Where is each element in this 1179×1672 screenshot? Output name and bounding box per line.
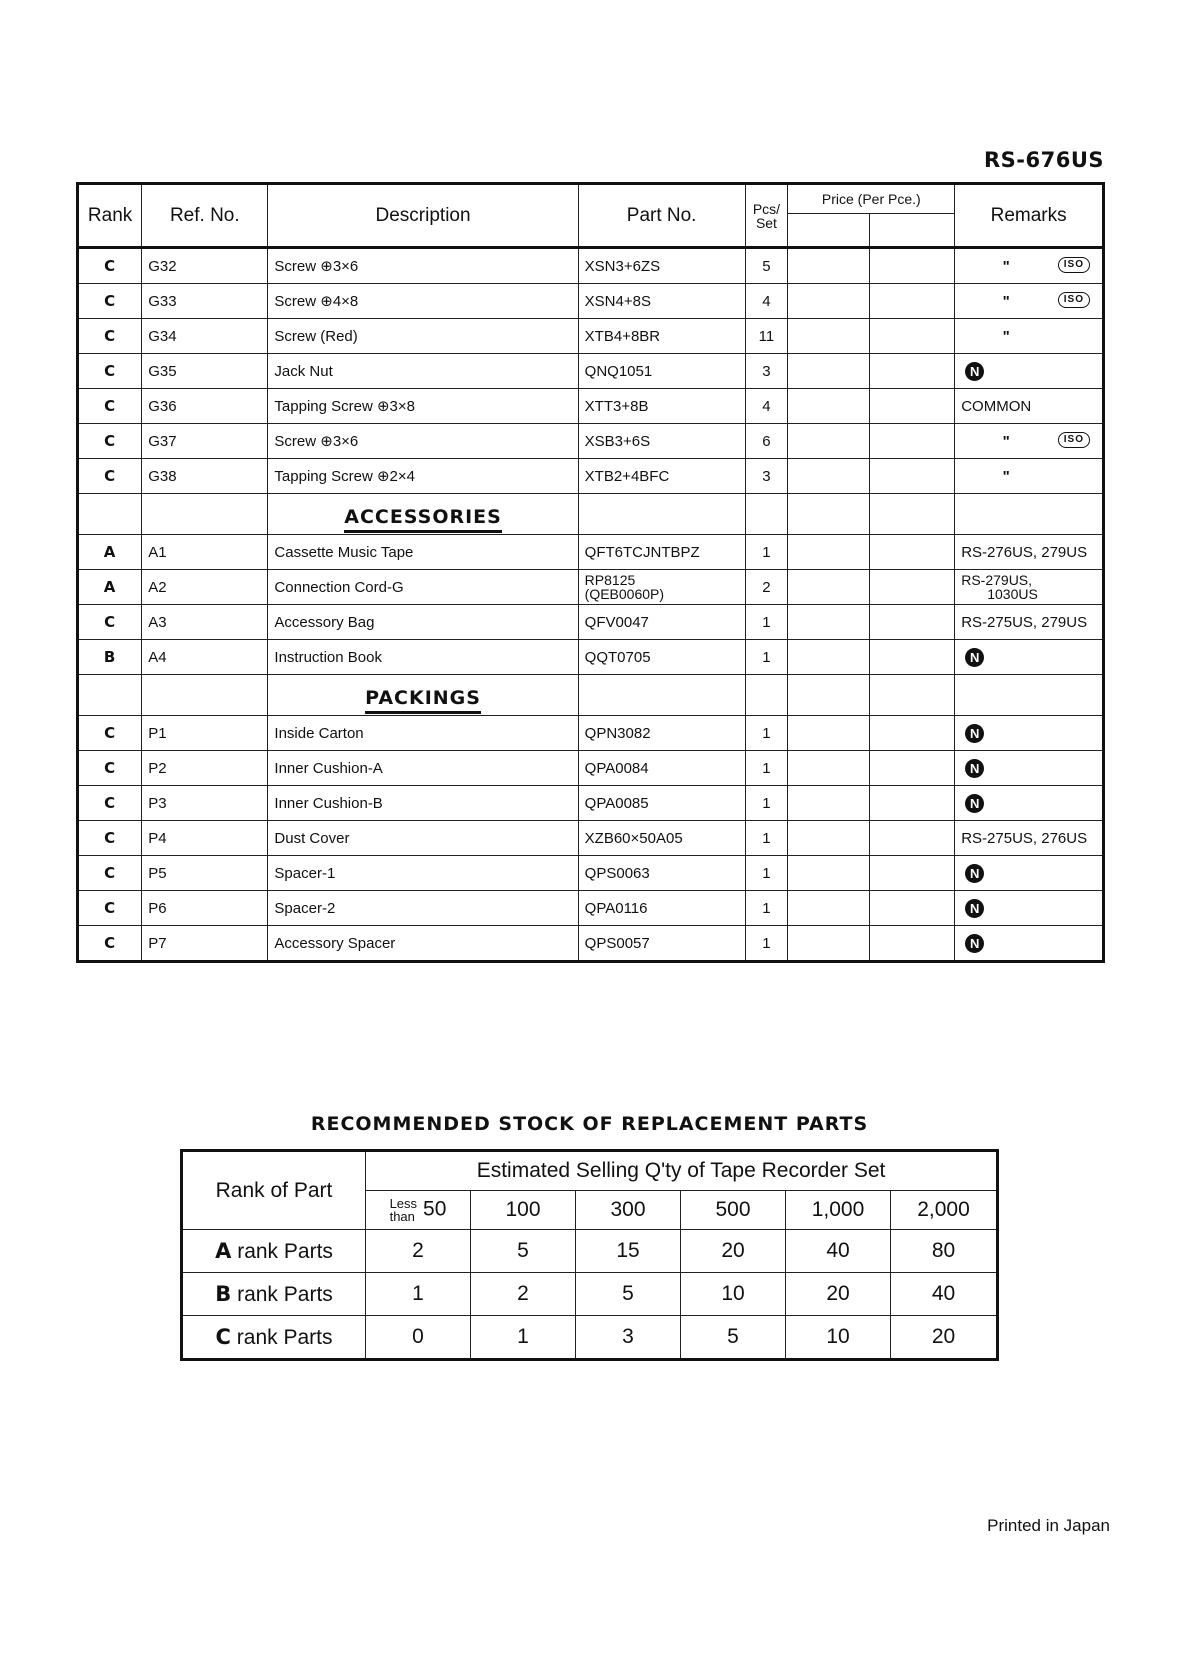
table-row (78, 926, 1104, 962)
qty-cell: 1 (745, 751, 788, 786)
stock-value-cell: 5 (576, 1273, 681, 1316)
part-no-cell: QPS0063 (578, 856, 745, 891)
model-number: RS-676US (983, 148, 1104, 172)
price-cell-2 (869, 605, 955, 640)
ref-no-cell: A3 (142, 605, 268, 640)
new-part-icon: N (965, 864, 984, 883)
stock-value-cell: 1 (366, 1273, 471, 1316)
stock-value-cell: 15 (576, 1230, 681, 1273)
price-cell-2 (869, 856, 955, 891)
price-cell-1 (788, 424, 869, 459)
new-part-icon: N (965, 899, 984, 918)
table-row (78, 284, 1104, 319)
remarks-cell (955, 856, 1104, 891)
stock-rank-letter: A (215, 1238, 232, 1263)
price-cell-2 (869, 821, 955, 856)
stock-rank-letter: C (215, 1324, 231, 1349)
table-row (78, 535, 1104, 570)
part-no-cell: XTB2+4BFC (578, 459, 745, 494)
rank-cell: B (78, 640, 142, 675)
qty-cell: 4 (745, 284, 788, 319)
empty-cell (745, 494, 788, 535)
remarks-cell (955, 319, 1104, 354)
stock-value-cell: 0 (366, 1316, 471, 1360)
new-part-icon: N (965, 794, 984, 813)
empty-cell (578, 675, 745, 716)
table-row (78, 389, 1104, 424)
ref-no-cell: G37 (142, 424, 268, 459)
stock-row (182, 1316, 998, 1360)
rank-cell: C (78, 856, 142, 891)
ditto-mark: " (1002, 257, 1010, 275)
remarks-cell (955, 459, 1104, 494)
stock-col-header (786, 1191, 891, 1230)
ref-no-cell: P4 (142, 821, 268, 856)
rank-cell: C (78, 248, 142, 284)
qty-cell: 1 (745, 821, 788, 856)
table-row (78, 640, 1104, 675)
table-row (78, 605, 1104, 640)
part-no-cell: QFT6TCJNTBPZ (578, 535, 745, 570)
price-cell-1 (788, 605, 869, 640)
header-rank: Rank (78, 184, 142, 248)
stock-value-cell: 80 (891, 1230, 998, 1273)
part-no-cell: QPA0084 (578, 751, 745, 786)
remarks-cell (955, 284, 1104, 319)
new-part-icon: N (965, 934, 984, 953)
stock-col-header (471, 1191, 576, 1230)
stock-table (180, 1149, 999, 1361)
rank-cell: C (78, 354, 142, 389)
ref-no-cell: A2 (142, 570, 268, 605)
remarks-cell (955, 354, 1104, 389)
qty-cell: 1 (745, 856, 788, 891)
price-cell-1 (788, 856, 869, 891)
qty-cell: 1 (745, 716, 788, 751)
stock-rank-cell (182, 1230, 366, 1273)
stock-value-cell: 3 (576, 1316, 681, 1360)
table-row (78, 856, 1104, 891)
stock-col-value: 2,000 (917, 1198, 970, 1221)
part-no-cell: QPS0057 (578, 926, 745, 962)
packings-heading: PACKINGS (365, 687, 481, 714)
stock-row (182, 1273, 998, 1316)
part-no-cell (578, 570, 745, 605)
description-cell: Spacer-1 (268, 856, 578, 891)
part-no-cell: XZB60×50A05 (578, 821, 745, 856)
price-cell-1 (788, 640, 869, 675)
qty-cell: 1 (745, 605, 788, 640)
stock-value-cell: 2 (366, 1230, 471, 1273)
price-cell-2 (869, 716, 955, 751)
price-cell-2 (869, 389, 955, 424)
packings-row (78, 675, 1104, 716)
empty-cell (869, 675, 955, 716)
stock-title: RECOMMENDED STOCK OF REPLACEMENT PARTS (310, 1113, 869, 1135)
description-cell: Cassette Music Tape (268, 535, 578, 570)
iso-badge: ISO (1058, 432, 1090, 448)
part-no-cell: XSB3+6S (578, 424, 745, 459)
qty-cell: 3 (745, 459, 788, 494)
new-part-icon: N (965, 362, 984, 381)
qty-cell: 1 (745, 926, 788, 962)
remarks-cell (955, 891, 1104, 926)
remarks-cell (955, 605, 1104, 640)
stock-row (182, 1230, 998, 1273)
qty-cell: 4 (745, 389, 788, 424)
part-no-line-2: (QEB0060P) (584, 586, 665, 602)
rank-cell: C (78, 284, 142, 319)
table-row (78, 570, 1104, 605)
header-pcs: Pcs/ (752, 200, 781, 217)
printed-in-japan: Printed in Japan (987, 1516, 1110, 1535)
stock-col-value: 500 (715, 1198, 751, 1221)
rank-cell: C (78, 926, 142, 962)
ditto-mark: " (1002, 292, 1010, 310)
header-set: Set (755, 214, 777, 231)
table-row (78, 354, 1104, 389)
empty-cell (955, 675, 1104, 716)
ref-no-cell: P5 (142, 856, 268, 891)
table-row (78, 459, 1104, 494)
price-cell-1 (788, 751, 869, 786)
remarks-cell (955, 535, 1104, 570)
stock-col-header (366, 1191, 471, 1230)
qty-cell: 2 (745, 570, 788, 605)
header-part-no: Part No. (578, 184, 745, 248)
description-cell: Inside Carton (268, 716, 578, 751)
remarks-cell (955, 424, 1104, 459)
header-remarks: Remarks (955, 184, 1104, 248)
less-than-line-2: than (389, 1209, 415, 1224)
table-row (78, 786, 1104, 821)
new-part-icon: N (965, 724, 984, 743)
ref-no-cell: A1 (142, 535, 268, 570)
table-row (78, 319, 1104, 354)
stock-value-cell: 10 (786, 1316, 891, 1360)
price-cell-1 (788, 891, 869, 926)
ref-no-cell: G34 (142, 319, 268, 354)
part-no-cell: QFV0047 (578, 605, 745, 640)
stock-value-cell: 10 (681, 1273, 786, 1316)
remarks-cell (955, 786, 1104, 821)
empty-cell (78, 675, 142, 716)
price-cell-2 (869, 424, 955, 459)
price-cell-2 (869, 751, 955, 786)
stock-value-cell: 20 (681, 1230, 786, 1273)
qty-cell: 1 (745, 891, 788, 926)
header-price-sub-1 (788, 214, 869, 248)
part-no-cell: QPN3082 (578, 716, 745, 751)
table-row (78, 248, 1104, 284)
stock-col-value: 300 (610, 1198, 646, 1221)
ref-no-cell: P2 (142, 751, 268, 786)
less-than-label (390, 1197, 417, 1223)
stock-rank-label: rank Parts (236, 1325, 333, 1349)
part-no-cell: XTT3+8B (578, 389, 745, 424)
stock-value-cell: 40 (891, 1273, 998, 1316)
remarks-cell (955, 248, 1104, 284)
stock-rank-cell (182, 1316, 366, 1360)
remark-text: COMMON (961, 397, 1032, 415)
ref-no-cell: P7 (142, 926, 268, 962)
description-cell: Inner Cushion-A (268, 751, 578, 786)
price-cell-2 (869, 786, 955, 821)
remark-text: RS-275US, 279US (961, 613, 1088, 631)
price-cell-1 (788, 716, 869, 751)
stock-rank-letter: B (215, 1281, 232, 1306)
rank-cell: C (78, 459, 142, 494)
empty-cell (788, 494, 869, 535)
ref-no-cell: G32 (142, 248, 268, 284)
remark-line-1: RS-279US, (961, 572, 1033, 588)
ditto-mark: " (1002, 432, 1010, 450)
header-price-sub-2 (869, 214, 955, 248)
part-no-cell: QQT0705 (578, 640, 745, 675)
stock-value-cell: 1 (471, 1316, 576, 1360)
parts-body (78, 248, 1104, 962)
price-cell-2 (869, 319, 955, 354)
price-cell-2 (869, 570, 955, 605)
qty-cell: 11 (745, 319, 788, 354)
new-part-icon: N (965, 648, 984, 667)
empty-cell (578, 494, 745, 535)
remarks-cell (955, 640, 1104, 675)
empty-cell (142, 675, 268, 716)
stock-value-cell: 5 (471, 1230, 576, 1273)
table-row (78, 424, 1104, 459)
empty-cell (788, 675, 869, 716)
price-cell-1 (788, 354, 869, 389)
empty-cell (745, 675, 788, 716)
ref-no-cell: G33 (142, 284, 268, 319)
stock-rank-cell (182, 1273, 366, 1316)
description-cell: Spacer-2 (268, 891, 578, 926)
accessories-heading-cell (268, 494, 578, 535)
description-cell: Connection Cord-G (268, 570, 578, 605)
price-cell-1 (788, 248, 869, 284)
part-no-cell: QPA0116 (578, 891, 745, 926)
ref-no-cell: G35 (142, 354, 268, 389)
stock-value-cell: 20 (786, 1273, 891, 1316)
header-ref-no: Ref. No. (142, 184, 268, 248)
price-cell-1 (788, 284, 869, 319)
description-cell: Jack Nut (268, 354, 578, 389)
rank-cell: C (78, 424, 142, 459)
ref-no-cell: A4 (142, 640, 268, 675)
stock-col-header (576, 1191, 681, 1230)
price-cell-2 (869, 459, 955, 494)
remark-line-2: 1030US (987, 586, 1038, 602)
empty-cell (142, 494, 268, 535)
description-cell: Accessory Spacer (268, 926, 578, 962)
remark-text: RS-276US, 279US (961, 543, 1088, 561)
table-row (78, 821, 1104, 856)
iso-badge: ISO (1058, 292, 1090, 308)
part-no-cell: QNQ1051 (578, 354, 745, 389)
header-price: Price (Per Pce.) (788, 184, 955, 214)
stock-value-cell: 2 (471, 1273, 576, 1316)
stock-qty-header: Estimated Selling Q'ty of Tape Recorder Set (366, 1151, 998, 1191)
part-no-cell: XSN4+8S (578, 284, 745, 319)
part-no-cell: QPA0085 (578, 786, 745, 821)
table-row (78, 716, 1104, 751)
rank-cell: C (78, 786, 142, 821)
stock-value-cell: 5 (681, 1316, 786, 1360)
description-cell: Inner Cushion-B (268, 786, 578, 821)
iso-badge: ISO (1058, 257, 1090, 273)
price-cell-1 (788, 319, 869, 354)
price-cell-2 (869, 248, 955, 284)
rank-cell: C (78, 389, 142, 424)
accessories-row (78, 494, 1104, 535)
remarks-cell (955, 716, 1104, 751)
remarks-cell (955, 389, 1104, 424)
price-cell-1 (788, 786, 869, 821)
remarks-cell (955, 821, 1104, 856)
description-cell: Tapping Screw ⊕3×8 (268, 389, 578, 424)
packings-heading-cell (268, 675, 578, 716)
stock-col-value: 1,000 (811, 1198, 865, 1221)
ref-no-cell: P3 (142, 786, 268, 821)
empty-cell (78, 494, 142, 535)
rank-cell: C (78, 319, 142, 354)
price-cell-2 (869, 535, 955, 570)
less-than-line-1: Less (389, 1196, 418, 1211)
price-cell-2 (869, 354, 955, 389)
price-cell-1 (788, 926, 869, 962)
stock-col-value: 100 (505, 1198, 541, 1221)
remarks-cell (955, 751, 1104, 786)
price-cell-1 (788, 570, 869, 605)
description-cell: Tapping Screw ⊕2×4 (268, 459, 578, 494)
ref-no-cell: P6 (142, 891, 268, 926)
header-pcs-set (745, 184, 788, 248)
stock-body (182, 1230, 998, 1360)
stock-value-cell: 40 (786, 1230, 891, 1273)
price-cell-1 (788, 389, 869, 424)
qty-cell: 1 (745, 640, 788, 675)
description-cell: Screw ⊕3×6 (268, 248, 578, 284)
ref-no-cell: G38 (142, 459, 268, 494)
qty-cell: 1 (745, 535, 788, 570)
part-no-cell: XSN3+6ZS (578, 248, 745, 284)
stock-col-header (681, 1191, 786, 1230)
stock-value-cell: 20 (891, 1316, 998, 1360)
price-cell-2 (869, 284, 955, 319)
qty-cell: 1 (745, 786, 788, 821)
rank-cell: C (78, 605, 142, 640)
rank-cell: C (78, 751, 142, 786)
empty-cell (869, 494, 955, 535)
price-cell-2 (869, 926, 955, 962)
part-no-line-1: RP8125 (584, 572, 636, 588)
parts-table (76, 182, 1105, 963)
part-no-cell: XTB4+8BR (578, 319, 745, 354)
price-cell-2 (869, 640, 955, 675)
remarks-cell (955, 570, 1104, 605)
price-cell-1 (788, 821, 869, 856)
rank-cell: C (78, 716, 142, 751)
description-cell: Screw (Red) (268, 319, 578, 354)
price-cell-1 (788, 535, 869, 570)
header-description: Description (268, 184, 578, 248)
qty-cell: 3 (745, 354, 788, 389)
rank-cell: A (78, 535, 142, 570)
ditto-mark: " (1002, 467, 1010, 485)
table-row (78, 751, 1104, 786)
accessories-heading: ACCESSORIES (344, 506, 502, 533)
stock-col-header (891, 1191, 998, 1230)
stock-rank-label: rank Parts (237, 1282, 333, 1306)
description-cell: Accessory Bag (268, 605, 578, 640)
price-cell-1 (788, 459, 869, 494)
stock-rank-header: Rank of Part (182, 1151, 366, 1230)
remark-text: RS-275US, 276US (961, 829, 1088, 847)
ref-no-cell: G36 (142, 389, 268, 424)
new-part-icon: N (965, 759, 984, 778)
rank-cell: C (78, 891, 142, 926)
description-cell: Screw ⊕3×6 (268, 424, 578, 459)
stock-col-value: 50 (423, 1197, 447, 1221)
price-cell-2 (869, 891, 955, 926)
table-row (78, 891, 1104, 926)
description-cell: Dust Cover (268, 821, 578, 856)
ditto-mark: " (1002, 327, 1010, 345)
rank-cell: C (78, 821, 142, 856)
rank-cell: A (78, 570, 142, 605)
ref-no-cell: P1 (142, 716, 268, 751)
qty-cell: 6 (745, 424, 788, 459)
description-cell: Screw ⊕4×8 (268, 284, 578, 319)
description-cell: Instruction Book (268, 640, 578, 675)
qty-cell: 5 (745, 248, 788, 284)
stock-rank-label: rank Parts (237, 1239, 333, 1263)
remarks-cell (955, 926, 1104, 962)
empty-cell (955, 494, 1104, 535)
